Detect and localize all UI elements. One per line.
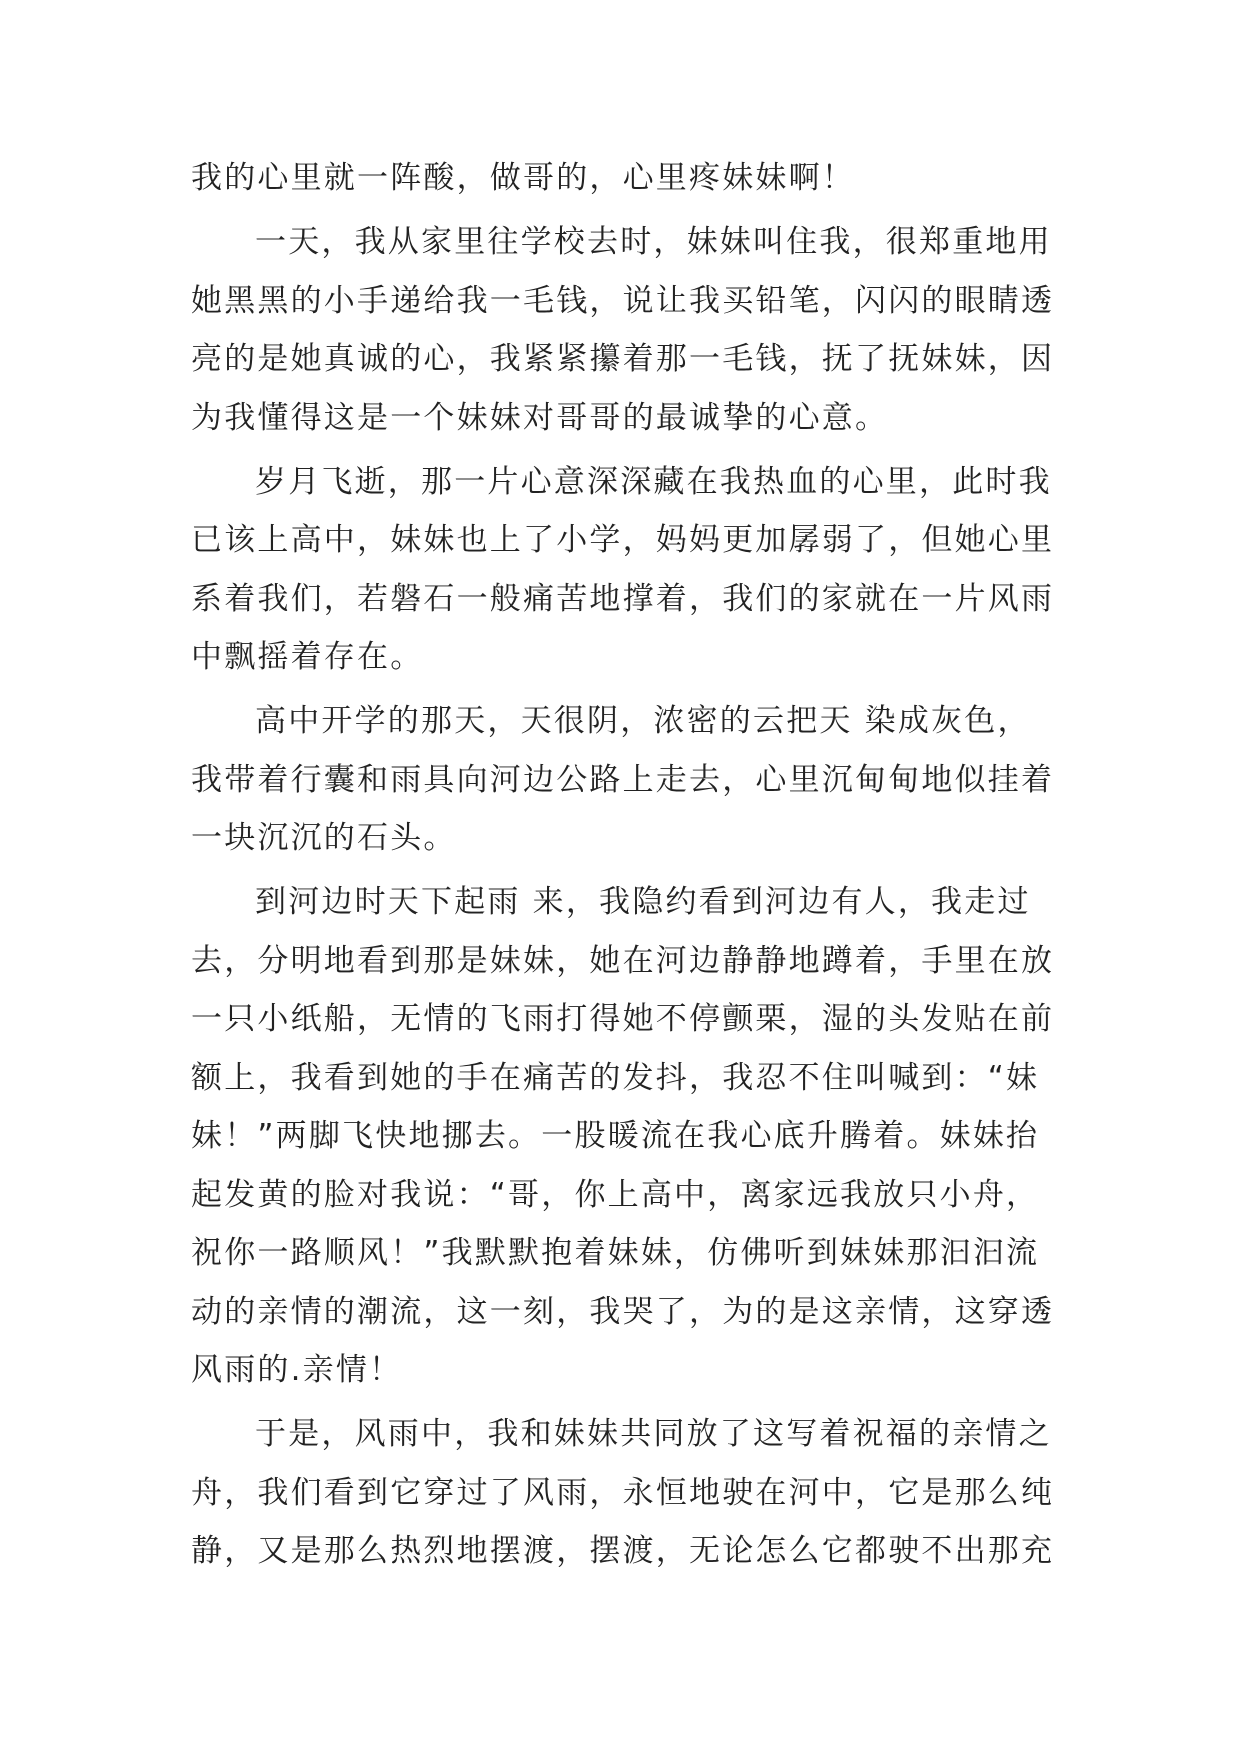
text-line: 中飘摇着存在。	[191, 639, 424, 675]
text-line: 高中开学的那天，天很阴，浓密的云把天 染成灰色，	[255, 703, 1031, 739]
text-line: 已该上高中，妹妹也上了小学，妈妈更加孱弱了，但她心里	[191, 522, 1055, 558]
text-line: 她黑黑的小手递给我一毛钱，说让我买铅笔，闪闪的眼睛透	[191, 282, 1055, 319]
text-line: 风雨的.亲情！	[191, 1352, 403, 1388]
text-line: 一块沉沉的石头。	[191, 820, 457, 856]
text-line: 系着我们，若磐石一般痛苦地撑着，我们的家就在一片风雨	[191, 580, 1055, 617]
text-line: 起发黄的脸对我说：“哥，你上高中，离家远我放只小舟，	[191, 1176, 1040, 1213]
text-line: 亮的是她真诚的心，我紧紧攥着那一毛钱，抚了抚妹妹，因	[191, 341, 1055, 377]
text-line: 到河边时天下起雨 来，我隐约看到河边有人，我走过	[255, 884, 1031, 920]
text-line: 一天，我从家里往学校去时，妹妹叫住我，很郑重地用	[255, 224, 1052, 260]
text-line: 我带着行囊和雨具向河边公路上走去，心里沉甸甸地似挂着	[191, 761, 1055, 798]
text-line: 动的亲情的潮流，这一刻，我哭了，为的是这亲情，这穿透	[191, 1293, 1055, 1330]
text-line: 去，分明地看到那是妹妹，她在河边静静地蹲着，手里在放	[191, 942, 1055, 979]
text-line: 一只小纸船，无情的飞雨打得她不停颤栗，湿的头发贴在前	[191, 1001, 1055, 1037]
text-line: 舟，我们看到它穿过了风雨，永恒地驶在河中，它是那么纯	[191, 1474, 1055, 1511]
text-line: 为我懂得这是一个妹妹对哥哥的最诚挚的心意。	[191, 399, 889, 436]
text-line: 岁月飞逝，那一片心意深深藏在我热血的心里，此时我	[255, 463, 1052, 500]
text-line: 祝你一路顺风！”我默默抱着妹妹，仿佛听到妹妹那汩汩流	[191, 1235, 1040, 1271]
document-body	[191, 160, 1055, 1592]
text-line: 额上，我看到她的手在痛苦的发抖，我忍不住叫喊到：“妹	[191, 1059, 1040, 1096]
text-line: 静，又是那么热烈地摆渡，摆渡，无论怎么它都驶不出那充	[191, 1533, 1055, 1569]
text-line: 我的心里就一阵酸，做哥的，心里疼妹妹啊！	[191, 160, 855, 196]
text-line: 于是，风雨中，我和妹妹共同放了这写着祝福的亲情之	[255, 1416, 1052, 1452]
text-line: 妹！”两脚飞快地挪去。一股暖流在我心底升腾着。妹妹抬	[191, 1118, 1040, 1154]
